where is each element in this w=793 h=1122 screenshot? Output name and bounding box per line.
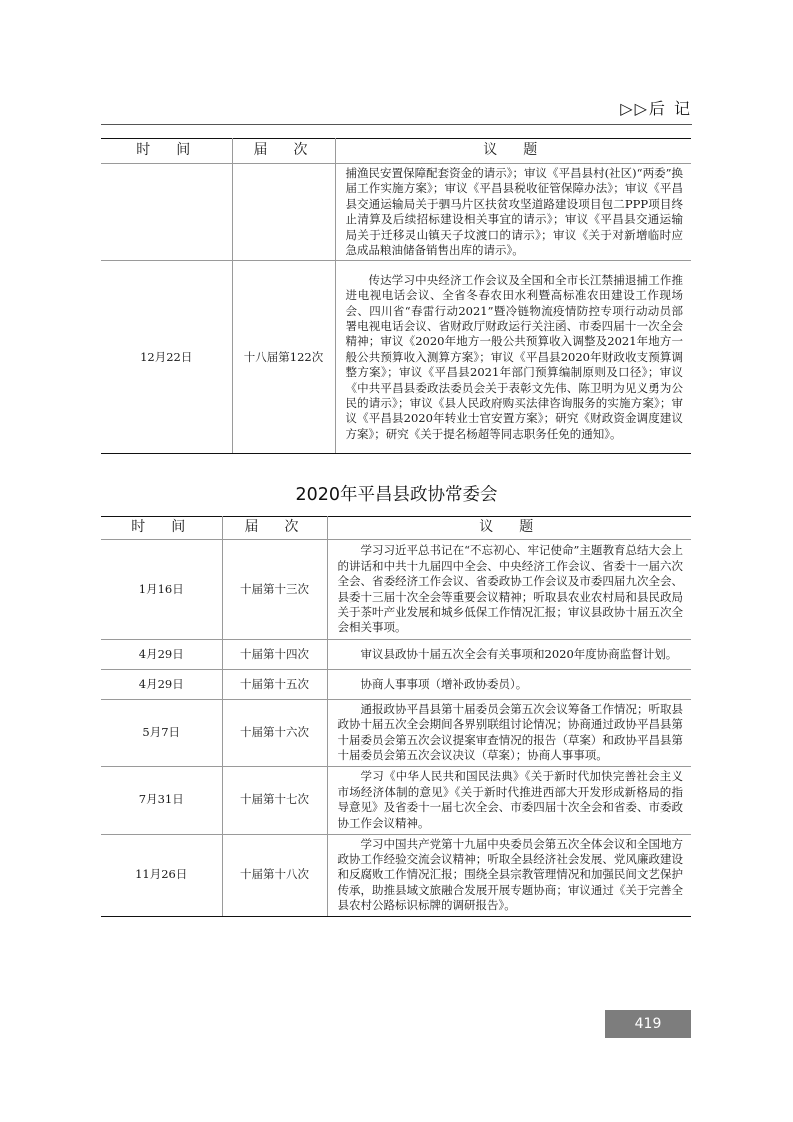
cell-topic: 学习中国共产党第十九届中央委员会第五次全体会议和全国地方政协工作经验交流会议精神；听取全县经济社会发展、党风廉政建设和反腐败工作情况汇报；围绕全县宗教管理情况和加强民间文艺保护传承，助推县域文旅融合发展开展专题协商；审议通过《关于完善全县农村公路标识标牌的调研报告》。 xyxy=(327,834,691,916)
header-session: 届 次 xyxy=(222,517,327,540)
header-topic: 议 题 xyxy=(327,517,691,540)
cell-topic: 协商人事事项（增补政协委员）。 xyxy=(327,670,691,700)
cell-topic: 通报政协平昌县第十届委员会第五次会议筹备工作情况；听取县政协十届五次全会期间各界别联组讨论情况；协商通过政协平昌县第十届委员会第五次会议提案审查情况的报告（草案）和政协平昌县第十届委员会第五次会议决议（草案）；协商人事事项。 xyxy=(327,700,691,767)
table-row xyxy=(101,670,691,700)
cell-date: 4月29日 xyxy=(101,670,222,700)
table-row xyxy=(101,766,691,834)
county-government-meetings-table xyxy=(101,138,691,454)
header-time: 时 间 xyxy=(101,139,232,164)
cell-date: 5月7日 xyxy=(101,700,222,767)
cell-session xyxy=(232,164,335,261)
cell-session: 十届第十八次 xyxy=(222,834,327,916)
cell-session: 十届第十四次 xyxy=(222,640,327,670)
cell-session: 十届第十三次 xyxy=(222,540,327,640)
table-row xyxy=(101,164,691,261)
table-header-row xyxy=(101,139,691,164)
table-row xyxy=(101,261,691,454)
cell-date: 1月16日 xyxy=(101,540,222,640)
table-header-row xyxy=(101,517,691,540)
header-time: 时 间 xyxy=(101,517,222,540)
cell-topic: 学习习近平总书记在“不忘初心、牢记使命”主题教育总结大会上的讲话和中共十九届四中全会、中央经济工作会议、省委十一届六次全会、省委经济工作会议、省委政协工作会议及市委四届九次全会、县委十三届十次全会等重要会议精神；听取县农业农村局和县民政局关于茶叶产业发展和城乡低保工作情况汇报；审议县政协十届五次全会相关事项。 xyxy=(327,540,691,640)
cell-date: 4月29日 xyxy=(101,640,222,670)
table-row xyxy=(101,700,691,767)
cell-session: 十八届第122次 xyxy=(232,261,335,454)
cell-topic: 捕渔民安置保障配套资金的请示》；审议《平昌县村(社区)“两委”换届工作实施方案》；审议《平昌县税收征管保障办法》；审议《平昌县交通运输局关于驷马片区扶贫攻坚道路建设项目包二PPP项目终止清算及后续招标建设相关事宜的请示》；审议《平昌县交通运输局关于迁移灵山镇天子坟渡口的请示》；审议《关于对新增临时应急成品粮油储备销售出库的请示》。 xyxy=(335,164,691,261)
header-topic: 议 题 xyxy=(335,139,691,164)
header-session: 届 次 xyxy=(232,139,335,164)
table-row xyxy=(101,540,691,640)
cell-topic: 学习《中华人民共和国民法典》《关于新时代加快完善社会主义市场经济体制的意见》《关于新时代推进西部大开发形成新格局的指导意见》及省委十一届七次全会、市委四届十次全会和省委、市委政协工作会议精神。 xyxy=(327,766,691,834)
table-row xyxy=(101,834,691,916)
header-rule xyxy=(101,124,692,125)
cell-topic: 审议县政协十届五次全会有关事项和2020年度协商监督计划。 xyxy=(327,640,691,670)
page-number: 419 xyxy=(605,1010,691,1038)
table-row xyxy=(101,640,691,670)
cell-date: 11月26日 xyxy=(101,834,222,916)
cell-topic: 传达学习中央经济工作会议及全国和全市长江禁捕退捕工作推进电视电话会议、全省冬春农田水利暨高标准农田建设工作现场会、四川省“春雷行动2021”暨冷链物流疫情防控专项行动动员部署电视电话会议、省财政厅财政运行关注函、市委四届十一次全会精神；审议《2020年地方一般公共预算收入调整及2021年地方一般公共预算收入测算方案》；审议《平昌县2020年财政收支预算调整方案》；审议《平昌县2021年部门预算编制原则及口径》；审议《中共平昌县委政法委员会关于表彰文先伟、陈卫明为见义勇为公民的请示》；审议《县人民政府购买法律咨询服务的实施方案》；审议《平昌县2020年转业士官安置方案》；研究《财政资金调度建议方案》；研究《关于提名杨超等同志职务任免的通知》。 xyxy=(335,261,691,454)
section-mark: ▷▷后 记 xyxy=(620,99,692,118)
cell-session: 十届第十六次 xyxy=(222,700,327,767)
cell-date xyxy=(101,164,232,261)
cell-session: 十届第十七次 xyxy=(222,766,327,834)
cppcc-standing-committee-table xyxy=(101,516,691,917)
section-title: 2020年平昌县政协常委会 xyxy=(295,485,498,505)
cell-date: 7月31日 xyxy=(101,766,222,834)
cell-date: 12月22日 xyxy=(101,261,232,454)
cell-session: 十届第十五次 xyxy=(222,670,327,700)
